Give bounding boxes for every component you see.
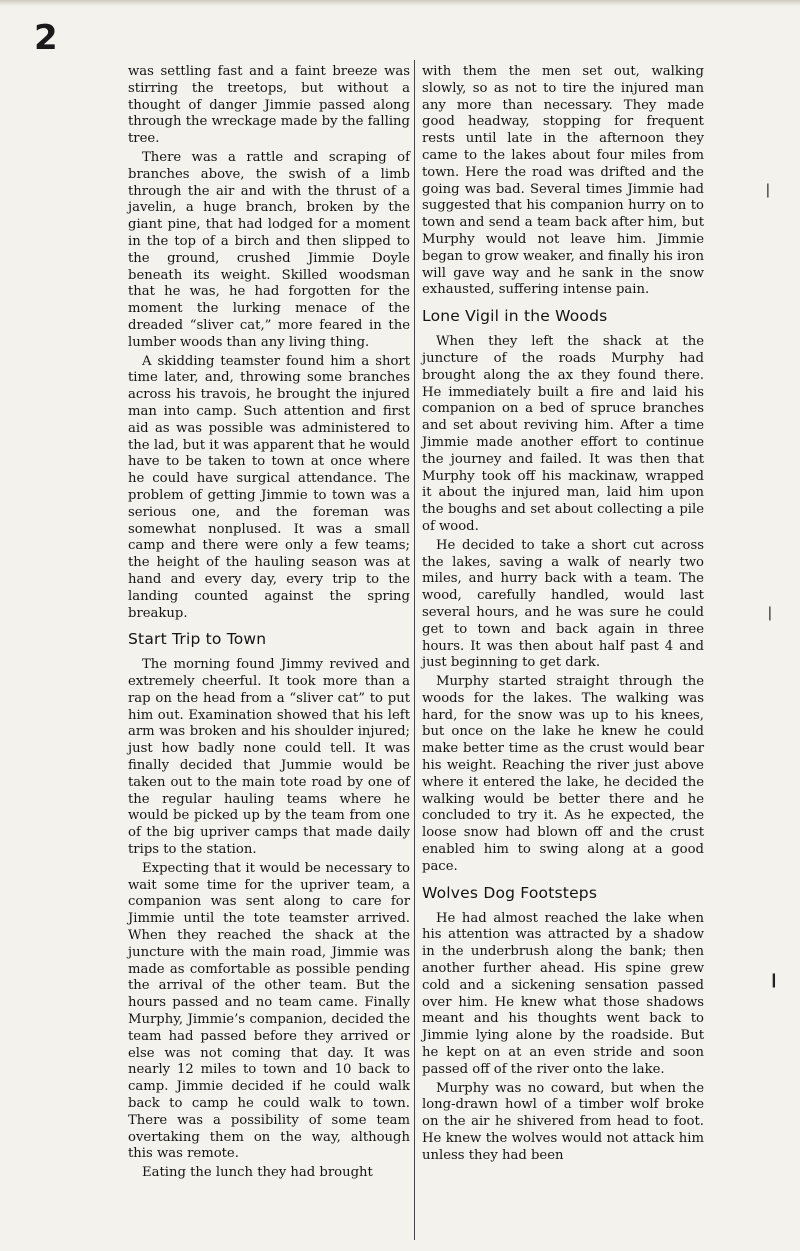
column-rule xyxy=(414,60,415,1240)
paragraph: When they left the shack at the juncture of the roads Murphy had brought along the ax they found there. He immediately built a fire and laid his companion on a bed of spruce branches and set about reviving him. After a time Jimmie made another effort to continue the journey and failed. It was then that Murphy took off his mackinaw, wrapped it about the injured man, laid him upon the boughs and set about collecting a pile of wood. xyxy=(422,334,704,534)
paragraph: Murphy started straight through the woods for the lakes. The walking was hard, for the snow was up to his knees, but once on the lake he knew he could make better time as the crust would bear his weight. Reaching the river just above where it entered the lake, he decided the walking would be better there and he concluded to try it. As he expected, the loose snow had blown off and the crust enabled him to swing along at a good pace. xyxy=(422,674,704,874)
page-number: 2 xyxy=(34,18,58,58)
section-heading: Lone Vigil in the Woods xyxy=(422,307,608,326)
paragraph: with them the men set out, walking slowly, so as not to tire the injured man any more than necessary. They made good headway, stopping for frequent rests until late in the afternoon they came to the lakes about four miles from town. Here the road was drifted and the going was bad. Several times Jimmie had suggested that his companion hurry on to town and send a team back after him, but Murphy would not leave him. Jimmie began to grow weaker, and finally his iron will gave way and he sank in the snow exhausted, suffering intense pain. xyxy=(422,64,704,298)
section-heading: Wolves Dog Footsteps xyxy=(422,883,598,902)
section-heading: Start Trip to Town xyxy=(128,630,267,649)
paragraph: He had almost reached the lake when his attention was attracted by a shadow in the underbrush along the bank; then another further ahead. His spine grew cold and a sickening sensation passed over him. He knew what those shadows meant and his thoughts went back to Jimmie lying alone by the roadside. But he kept on at an even stride and soon passed off of the river onto the lake. xyxy=(422,910,704,1077)
paragraph: was settling fast and a faint breeze was stirring the treetops, but without a thought of danger Jimmie passed along through the wreckage made by the falling tree. xyxy=(128,64,410,147)
paragraph: Eating the lunch they had brought xyxy=(142,1165,373,1181)
paragraph: The morning found Jimmy revived and extremely cheerful. It took more than a rap on the head from a “sliver cat” to put him out. Examination showed that his left arm was broken and his shoulder injured; just how badly none could tell. It was finally decided that Jummie would be taken out to the main tote road by one of the regular hauling teams where he would be picked up by the team from one of the big upriver camps that made daily trips to the station. xyxy=(128,657,410,858)
margin-mark: ❘ xyxy=(764,605,776,621)
paragraph: There was a rattle and scraping of branches above, the swish of a limb through the air and with the thrust of a javelin, a huge branch, broken by the giant pine, that had lodged for a moment in the top of a birch and then slipped to the ground, crushed Jimmie Doyle beneath its weight. Skilled woodsman that he was, he had forgotten for the moment the lurking menace of the dreaded “sliver cat,” more feared in the lumber woods than any living thing. xyxy=(128,149,410,350)
paragraph: Expecting that it would be necessary to wait some time for the upriver team, a companion was sent along to care for Jimmie until the tote teamster arrived. When they reached the shack at the juncture with the main road, Jimmie was made as comfortable as possible pending the arrival of the other team. But the hours passed and no team came. Finally Murphy, Jimmie’s companion, decided the team had passed before they arrived or else was not coming that day. It was nearly 12 miles to town and 10 back to camp. Jimmie decided if he could walk back to camp he could walk to town. There was a possibility of some team overtaking them on the way, although this was remote. xyxy=(128,860,410,1162)
paragraph: He decided to take a short cut across the lakes, saving a walk of nearly two miles, and hurry back with a team. The wood, carefully handled, would last several hours, and he was sure he could get to town and back again in three hours. It was then about half past 4 and just beginning to get dark. xyxy=(422,537,704,671)
left-column xyxy=(128,64,410,1184)
paragraph: Murphy was no coward, but when the long-drawn howl of a timber wolf broke on the air he shivered from head to foot. He knew the wolves would not attack him unless they had been xyxy=(422,1080,704,1163)
page-top-edge xyxy=(0,0,800,6)
margin-mark: ❘ xyxy=(762,182,774,198)
right-column xyxy=(422,64,704,1167)
margin-mark: ❙ xyxy=(768,972,780,988)
paragraph: A skidding teamster found him a short time later, and, throwing some branches across his travois, he brought the injured man into camp. Such attention and first aid as was possible was administered to the lad, but it was apparent that he would have to be taken to town at once where he could have surgical attendance. The problem of getting Jimmie to town was a serious one, and the foreman was somewhat nonplused. It was a small camp and there were only a few teams; the height of the hauling season was at hand and every day, every trip to the landing counted against the spring breakup. xyxy=(128,353,410,621)
